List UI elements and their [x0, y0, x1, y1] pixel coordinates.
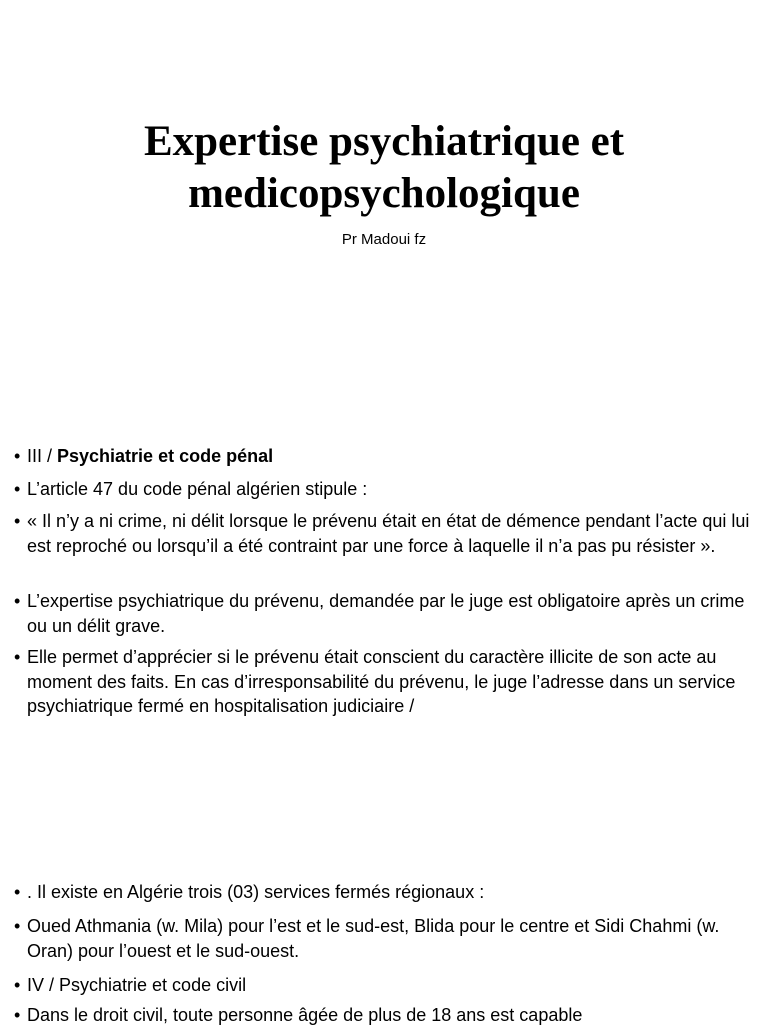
bullet-icon: • [14, 591, 21, 611]
bullet-text: Oued Athmania (w. Mila) pour l’est et le sud-est, Blida pour le centre et Sidi Chahmi (w. Oran) pour l’ouest et le sud-ouest. [27, 916, 720, 961]
bullet-text: Elle permet d’apprécier si le prévenu était conscient du caractère illicite de son acte au moment des faits. En cas d’irresponsabilité du prévenu, le juge l’adresse dans un service psychiatrique fermé en hospitalisation judiciaire / [27, 647, 736, 716]
bullet-text: . Il existe en Algérie trois (03) services fermés régionaux : [27, 882, 485, 902]
bullet-text: IV / Psychiatrie et code civil [27, 975, 247, 995]
bullet-icon: • [14, 975, 21, 995]
bullet-icon: • [14, 479, 21, 499]
bullet-item [14, 880, 759, 905]
bullet-text: L’expertise psychiatrique du prévenu, demandée par le juge est obligatoire après un crime ou un délit grave. [27, 591, 745, 636]
slide-title-line-2: medicopsychologique [188, 170, 580, 217]
slide-title [0, 116, 768, 220]
bullet-icon: • [14, 647, 21, 667]
bullet-icon: • [14, 511, 21, 531]
slide-title-line-1: Expertise psychiatrique et [143, 118, 625, 165]
slide-author: Pr Madoui fz [341, 231, 427, 248]
bullet-icon: • [14, 916, 21, 936]
bullet-text: Dans le droit civil, toute personne âgée de plus de 18 ans est capable [27, 1005, 583, 1025]
bullet-text: « Il n’y a ni crime, ni délit lorsque le prévenu était en état de démence pendant l’acte qui lui est reproché ou lorsqu’il a été contraint par une force à laquelle il n’a pas pu résister ». [27, 511, 750, 556]
bullet-text: L’article 47 du code pénal algérien stipule : [27, 479, 368, 499]
bullet-prefix: III / [27, 446, 58, 466]
bullet-item [14, 914, 759, 963]
bullet-item [14, 589, 759, 638]
bullet-item [14, 645, 759, 719]
bullet-item [14, 509, 759, 558]
bullet-icon: • [14, 446, 21, 466]
bullet-icon: • [14, 1005, 21, 1025]
bullet-item [14, 477, 759, 502]
bullet-item [14, 973, 759, 998]
bullet-item-section-heading [14, 444, 759, 469]
bullet-bold-heading: Psychiatrie et code pénal [57, 446, 274, 466]
bullet-icon: • [14, 882, 21, 902]
